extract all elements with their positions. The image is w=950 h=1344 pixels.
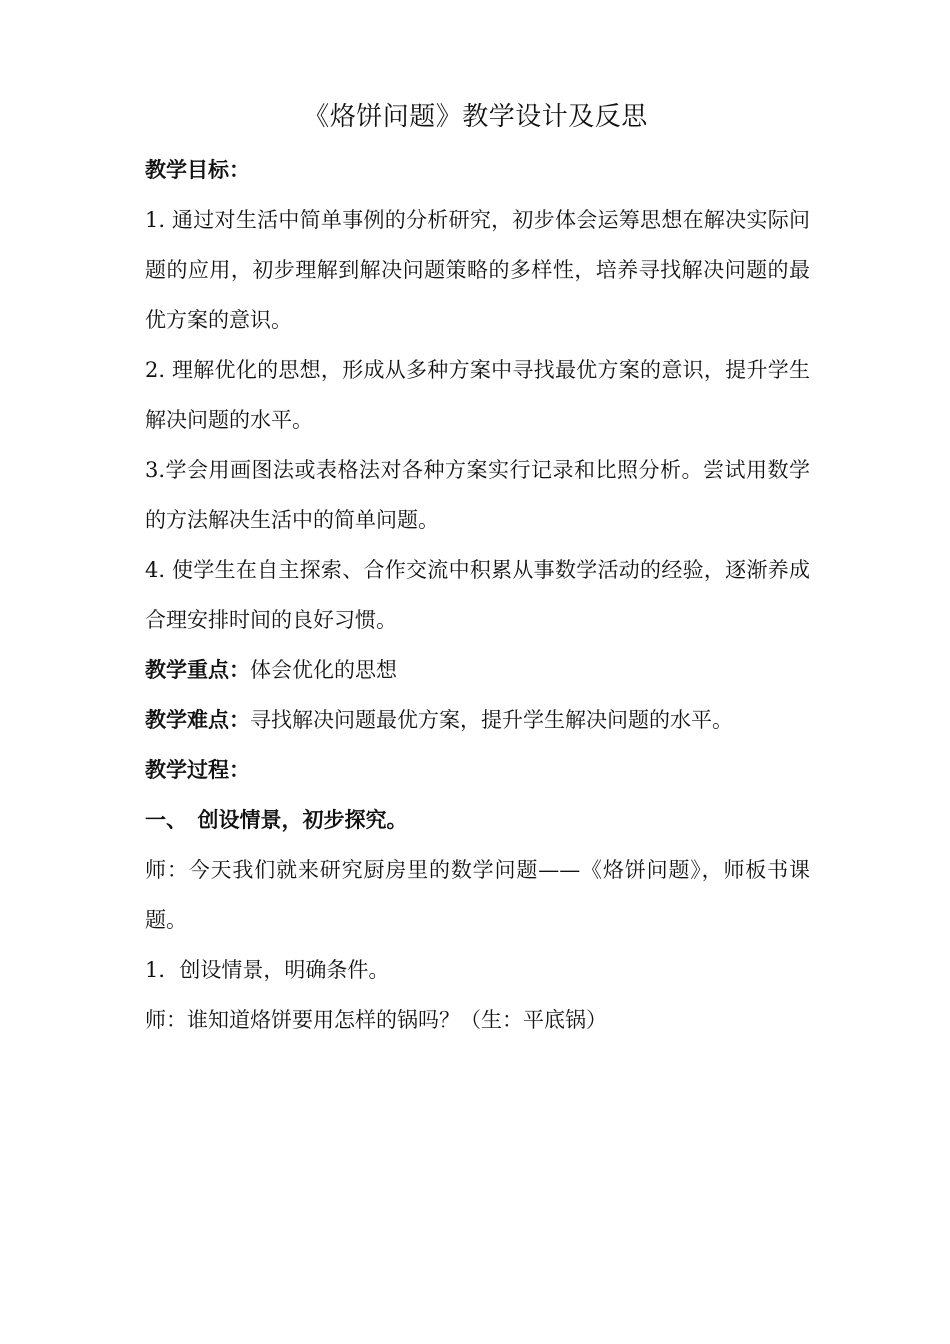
difficulty-line — [145, 695, 810, 745]
objective-item-2: 2. 理解优化的思想，形成从多种方案中寻找最优方案的意识，提升学生解决问题的水平。 — [145, 358, 810, 432]
objectives-heading: 教学目标： — [145, 157, 250, 182]
objective-item-3: 3.学会用画图法或表格法对各种方案实行记录和比照分析。尝试用数学的方法解决生活中的简单问题。 — [145, 458, 810, 532]
section1-heading: 一、 创设情景，初步探究。 — [145, 807, 408, 832]
key-point-text: 体会优化的思想 — [250, 658, 397, 682]
difficulty-text: 寻找解决问题最优方案，提升学生解决问题的水平。 — [250, 708, 733, 732]
difficulty-label: 教学难点： — [145, 707, 250, 732]
document-title: 《烙饼问题》教学设计及反思 — [303, 102, 648, 132]
teacher-line-1: 师：今天我们就来研究厨房里的数学问题——《烙饼问题》，师板书课题。 — [145, 858, 810, 932]
key-point-label: 教学重点： — [145, 657, 250, 682]
key-point-line — [145, 645, 810, 695]
objective-item-4: 4. 使学生在自主探索、合作交流中积累从事数学活动的经验，逐渐养成合理安排时间的良好习惯。 — [145, 558, 810, 632]
teacher-line-2: 师：谁知道烙饼要用怎样的锅吗？（生：平底锅） — [145, 1008, 607, 1032]
document-page — [145, 95, 810, 1045]
step1-heading: 1．创设情景，明确条件。 — [145, 958, 390, 982]
objective-item-1: 1. 通过对生活中简单事例的分析研究，初步体会运筹思想在解决实际问题的应用，初步理解到解决问题策略的多样性，培养寻找解决问题的最优方案的意识。 — [145, 208, 810, 332]
process-heading: 教学过程： — [145, 757, 250, 782]
